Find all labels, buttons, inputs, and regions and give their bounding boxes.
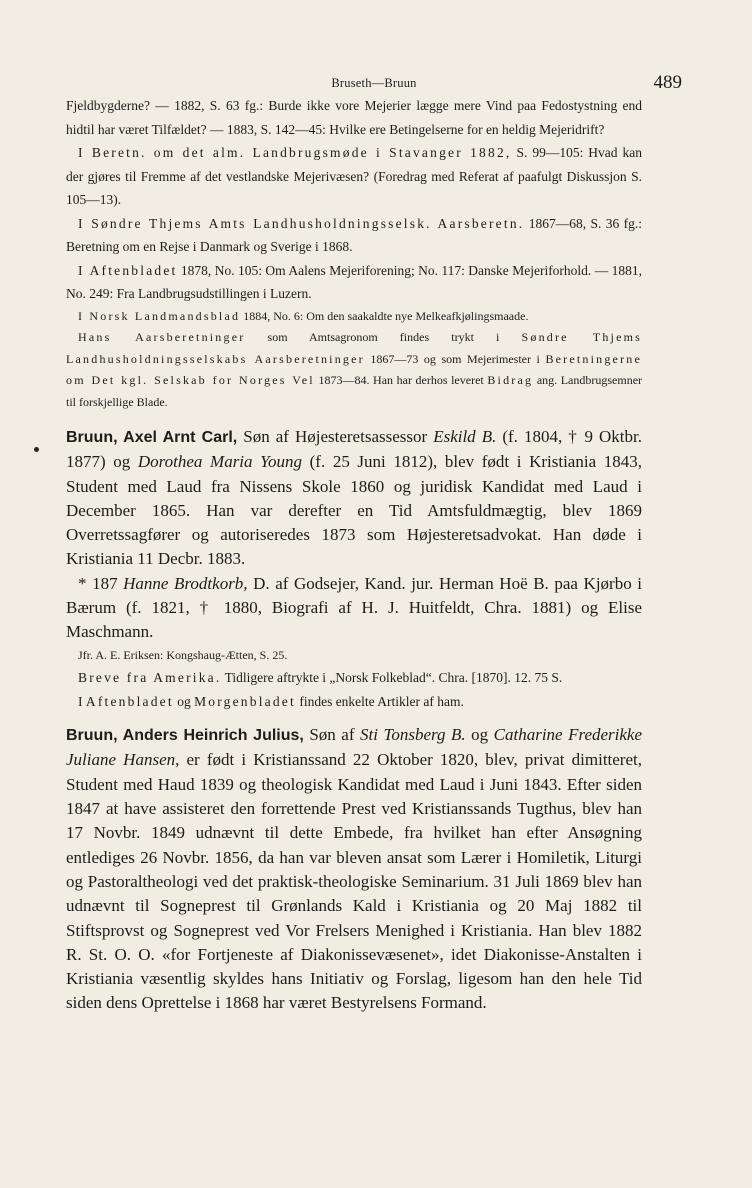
paragraph-text: Tidligere aftrykte i „Norsk Folkeblad“. Chra. [1870]. 12. 75 S. xyxy=(224,670,563,686)
bibliography-paragraph xyxy=(66,212,642,259)
spaced-text: I Søndre Thjems Amts Landhusholdningsselsk. Aarsberetn. xyxy=(78,215,525,231)
spaced-text: I Norsk Landmandsblad xyxy=(78,308,241,323)
paragraph-text: og xyxy=(177,693,191,709)
bibliography-paragraph: Fjeldbygderne? — 1882, S. 63 fg.: Burde ikke vore Mejerier lægge mere Vind paa Fedostystning end hidtil har været Tilfældet? — 1883, S. 142—45: Hvilke ere Betingelserne for en heldig Mejeridrift? xyxy=(66,98,642,137)
entry-separator xyxy=(66,713,642,723)
paragraph-text: som Amtsagronom findes trykt i xyxy=(267,330,500,344)
paragraph-text: Søn af xyxy=(303,725,361,745)
bibliography-paragraph xyxy=(66,327,642,413)
father-name: Eskild B. xyxy=(433,427,497,446)
mother-name: Catharine Frederikke Juliane Hansen, xyxy=(66,725,643,770)
running-head: Bruseth—Bruun xyxy=(331,76,417,90)
works-paragraph xyxy=(66,690,642,714)
paragraph-text: * 187 xyxy=(78,573,118,593)
paragraph-text: er født i Kristianssand 22 Oktober 1820, blev, privat dimitteret, Student med Haud 1839 og theologisk Kandidat med Laud i Juni 1843. Efter siden 1847 at have assisteret den forrettende Prest ved Kristianssands Tugthus, blev han 17 Novbr. 1849 udnævnt til dette Embede, fra hvilket han efter Ansøgning entlediges 26 Novbr. 1856, da han var bleven ansat som Lærer i Homiletik, Liturgi og Pastoraltheologi ved det praktisk-theologiske Seminarium. 31 Juli 1869 blev han udnævnt til Sogneprest til Grønlands Kald i Kristiania og 20 Maj 1882 til Stiftsprovst og Sogneprest ved Vor Frelsers Menighed i Kristiania. Han blev 1882 R. St. O. O. «for Fortjeneste af Diakonissevæsenet», idet Diakonisse-Anstalten i Kristiania væsentlig skyldes hans Initiativ og Forslag, ligesom han den hele Tid siden dens Oprettelse i 1868 har været Bestyrelsens Formand. xyxy=(66,750,642,1013)
paragraph-text: 1873—84. Han har derhos leveret xyxy=(318,373,484,387)
previous-entry-bibliography xyxy=(66,94,642,413)
reference-line: Jfr. A. E. Eriksen: Kongshaug-Ætten, S. 25. xyxy=(78,647,288,662)
marriage-paragraph xyxy=(66,572,642,645)
entry-paragraph xyxy=(66,723,642,1016)
paragraph-text: I xyxy=(78,693,83,709)
paragraph-text: 1867—73 og som Mejerimester i xyxy=(370,351,540,366)
spaced-text: Breve fra Amerika. xyxy=(78,670,222,686)
spaced-text: I Beretn. om det alm. Landbrugsmøde i Stavanger 1882, xyxy=(78,145,512,160)
paragraph-text: ang. Landbrugsemner til forskjellige Blade. xyxy=(66,373,643,409)
entry-separator xyxy=(66,413,642,425)
works-paragraph xyxy=(66,666,642,690)
paragraph-text: (f. 1804, † 9 Oktbr. 1877) og xyxy=(66,427,642,472)
paragraph-text: findes enkelte Artikler af ham. xyxy=(299,693,464,709)
margin-bullet-mark xyxy=(34,447,39,452)
paragraph-text: D. af Godsejer, Kand. jur. Herman Hoë B. paa Kjørbo i Bærum (f. 1821, † 1880, Biografi af H. J. Huitfeldt, Chra. 1881) og Elise Maschmann. xyxy=(66,573,642,642)
entry-headword: Bruun, Axel Arnt Carl, xyxy=(66,429,238,446)
mother-name: Dorothea Maria Young xyxy=(137,452,303,472)
spaced-text: Aftenbladet xyxy=(85,693,174,709)
paragraph-text: (f. 25 Juni 1812), blev født i Kristiania 1843, Student med Laud fra Nissens Skole 1860 og juridisk Kandidat med Laud i December 1865. Han var derefter en Tid Amtsfuldmægtig, blev 1869 Overretssagfører og autoriseredes 1873 som Højesteretsadvokat. Han døde i Kristiania 11 Decbr. 1883. xyxy=(66,452,642,569)
bibliography-paragraph xyxy=(66,306,642,328)
spaced-text: Hans Aarsberetninger xyxy=(78,330,246,344)
entry-anders-bruun xyxy=(66,723,642,1016)
bibliography-paragraph xyxy=(66,141,642,212)
bibliography-paragraph xyxy=(66,259,642,306)
page-body xyxy=(66,94,642,1016)
spouse-name: Hanne Brodtkorb, xyxy=(123,573,248,593)
entry-headword: Bruun, Anders Heinrich Julius, xyxy=(66,727,304,745)
paragraph-text: S. 99—105: Hvad kan der gjøres til Fremme af det vestlandske Mejerivæsen? (Foredrag med Referat af paafulgt Diskussjon S. 105—13). xyxy=(66,145,642,207)
spaced-text: Beretningerne om Det kgl. Selskab for Norges Vel xyxy=(66,351,643,387)
entry-axel-bruun xyxy=(66,425,642,713)
paragraph-text: og xyxy=(465,725,494,745)
spaced-text: I Aftenbladet xyxy=(78,262,178,278)
paragraph-text: 1878, No. 105: Om Aalens Mejeriforening; No. 117: Danske Mejeriforhold. — 1881, No. 249: Fra Landbrugsudstillingen i Luzern. xyxy=(66,262,643,301)
paragraph-text: Søn af Højesteretsassessor xyxy=(237,427,434,446)
spaced-text: Søndre Thjems Landhusholdningsselskabs Aarsberetninger xyxy=(66,330,642,366)
spaced-text: Bidrag xyxy=(487,373,534,387)
father-name: Sti Tonsberg B. xyxy=(360,725,466,745)
spaced-text: Morgenbladet xyxy=(194,693,296,709)
entry-paragraph xyxy=(66,425,642,572)
paragraph-text: 1884, No. 6: Om den saakaldte nye Melkeafkjølingsmaade. xyxy=(243,308,529,323)
paragraph-text: 1867—68, S. 36 fg.: Beretning om en Rejse i Danmark og Sverige i 1868. xyxy=(66,215,642,254)
page-number: 489 xyxy=(653,72,682,93)
